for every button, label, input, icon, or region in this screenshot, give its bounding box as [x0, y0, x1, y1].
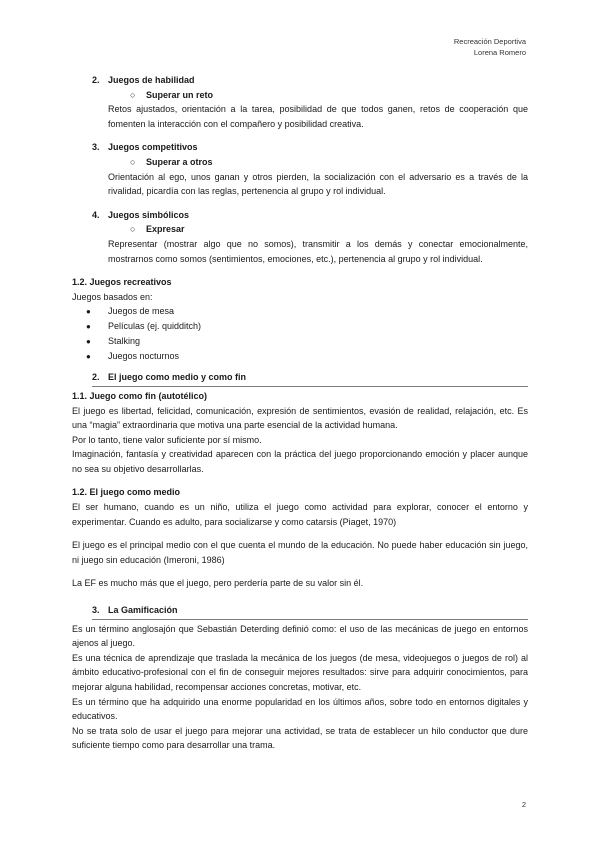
- game-subitem: [130, 88, 528, 103]
- page-content: [72, 73, 528, 753]
- paragraph: Es una técnica de aprendizaje que traslada la mecánica de los juegos (de mesa, videojuegos o juegos de rol) al ámbito educativo-profesional con el fin de conseguir mejores resultados: sirve para adquirir conocimientos, para mejorar alguna habilidad, recompensar acciones concretas, motivar, etc.: [72, 652, 528, 692]
- section-heading: 1.2. El juego como medio: [72, 487, 181, 498]
- list-number: 3.: [92, 605, 100, 616]
- bullet-icon: ●: [86, 307, 91, 317]
- list-number: 2.: [92, 75, 100, 85]
- section-intro: Juegos basados en:: [72, 291, 153, 302]
- list-number: 2.: [92, 372, 100, 383]
- paragraph: No se trata solo de usar el juego para mejorar una actividad, se trata de establecer un hilo conductor que dure suficiente tiempo como para desarrollar una trama.: [72, 725, 528, 751]
- game-subtitle: Expresar: [146, 224, 185, 235]
- list-item-text: Juegos de mesa: [108, 306, 175, 317]
- list-item: [86, 304, 528, 319]
- game-heading: [92, 140, 528, 155]
- game-subtitle: Superar un reto: [146, 89, 214, 100]
- game-description: Orientación al ego, unos ganan y otros pierden, la socialización con el adversario es a través de la rivalidad, picardía con las reglas, pertenencia al grupo y rol individual.: [108, 171, 528, 197]
- list-item: [86, 349, 528, 364]
- page-header: [454, 36, 526, 58]
- page-number: 2: [521, 800, 526, 809]
- section-heading: 1.2. Juegos recreativos: [72, 277, 172, 288]
- paragraph: El ser humano, cuando es un niño, utiliza el juego como actividad para explorar, conocer el entorno y experimentar. Cuando es adulto, para socializarse y como catarsis (Piaget, 1970): [72, 502, 528, 527]
- major-heading: [92, 370, 528, 387]
- game-subitem: [130, 155, 528, 170]
- list-item-text: Juegos nocturnos: [108, 351, 180, 362]
- circle-bullet-icon: ○: [130, 224, 136, 235]
- major-title: El juego como medio y como fin: [108, 372, 247, 383]
- circle-bullet-icon: ○: [130, 156, 136, 167]
- paragraph: Es un término que ha adquirido una enorme popularidad en los últimos años, sobre todo en entornos digitales y educativos.: [72, 696, 528, 722]
- list-item: [86, 319, 528, 334]
- game-title: Juegos de habilidad: [108, 75, 195, 85]
- bullet-icon: ●: [86, 352, 91, 362]
- list-item: [86, 334, 528, 349]
- game-heading: [92, 73, 528, 88]
- paragraph: Es un término anglosajón que Sebastián Deterding definió como: el uso de las mecánicas de juego en entornos ajenos al juego.: [72, 623, 528, 649]
- header-course: Recreación Deportiva: [453, 37, 526, 46]
- major-title: La Gamificación: [108, 605, 178, 616]
- paragraph: Por lo tanto, tiene valor suficiente por sí mismo.: [72, 434, 262, 445]
- game-description: Retos ajustados, orientación a la tarea, posibilidad de que todos ganen, retos de cooperación que fomenten la interacción con el compañero y posibilidad creativa.: [108, 104, 528, 129]
- game-title: Juegos competitivos: [108, 142, 198, 153]
- list-number: 4.: [92, 209, 100, 220]
- list-number: 3.: [92, 142, 100, 153]
- paragraph: El juego es el principal medio con el que cuenta el mundo de la educación. No puede haber educación sin juego, ni juego sin educación (Imeroni, 1986): [72, 540, 528, 565]
- circle-bullet-icon: ○: [130, 89, 136, 100]
- bullet-icon: ●: [86, 337, 91, 347]
- game-description: Representar (mostrar algo que no somos), transmitir a los demás y conectar emocionalmente, mostrarnos como somos (sentimientos, emociones, etc.), pertenencia al grupo y rol individual.: [108, 238, 528, 264]
- game-heading: [92, 208, 528, 223]
- section-heading: 1.1. Juego como fin (autotélico): [72, 390, 208, 401]
- list-item-text: Películas (ej. quidditch): [108, 321, 202, 332]
- bullet-icon: ●: [86, 322, 91, 332]
- game-subitem: [130, 222, 528, 237]
- bullet-list: [72, 304, 528, 364]
- game-subtitle: Superar a otros: [146, 156, 213, 167]
- paragraph: Imaginación, fantasía y creatividad aparecen con la práctica del juego proporcionando emoción y placer aunque no sea su objetivo desarrollarlas.: [72, 449, 528, 474]
- paragraph: El juego es libertad, felicidad, comunicación, expresión de sentimientos, evasión de realidad, relajación, etc. Es una “magia” extraordinaria que motiva una parte esencial de la actividad humana.: [72, 405, 528, 431]
- game-title: Juegos simbólicos: [108, 209, 190, 220]
- major-heading: [92, 603, 528, 620]
- list-item-text: Stalking: [108, 336, 141, 347]
- header-author: Lorena Romero: [473, 48, 526, 57]
- paragraph: La EF es mucho más que el juego, pero perdería parte de su valor sin él.: [72, 578, 364, 589]
